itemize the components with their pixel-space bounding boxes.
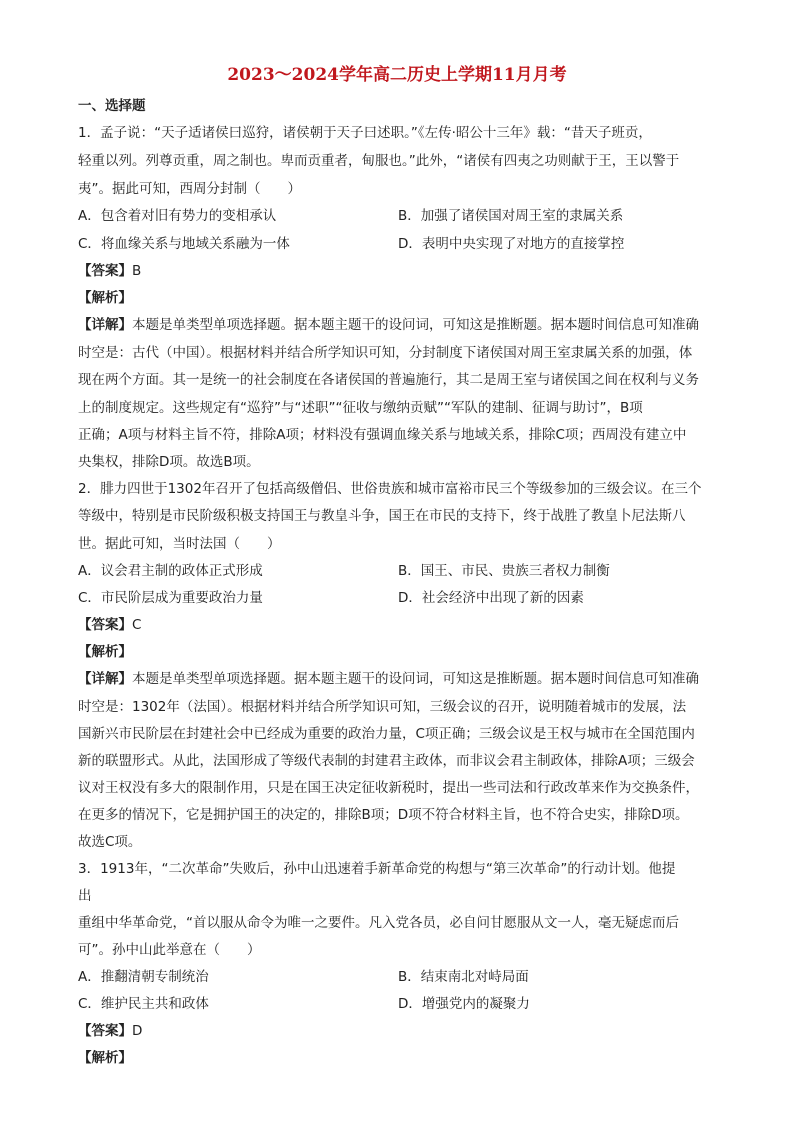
detail-label: 【详解】	[78, 317, 132, 333]
q2-detail-line-1	[78, 670, 699, 688]
q1-detail-line-2: 时空是：古代（中国）。根据材料并结合所学知识可知，分封制度下诸侯国对周王室隶属关系的加强，体	[78, 345, 693, 361]
exam-title: 2023～2024学年高二历史上学期11月月考	[227, 65, 567, 85]
q2-detail-line-4: 新的联盟形式。从此，法国形成了等级代表制的封建君主政体，而非议会君主制政体，排除A项；三级会	[78, 753, 695, 769]
q3-stem-line-4: 可”。孙中山此举意在（ ）	[78, 942, 261, 958]
q2-stem-line-2: 等级中，特别是市民阶级积极支持国王与教皇斗争，国王在市民的支持下，终于战胜了教皇卜尼法斯八	[78, 508, 686, 524]
answer-label: 【答案】	[78, 1023, 132, 1039]
q1-answer-value: B	[132, 263, 142, 279]
q1-answer	[78, 262, 141, 280]
q3-answer	[78, 1022, 142, 1040]
q1-option-d: D．表明中央实现了对地方的直接掌控	[398, 236, 625, 252]
q2-detail-text-1: 本题是单类型单项选择题。据本题主题干的设问词，可知这是推断题。据本题时间信息可知准确	[132, 671, 699, 687]
q2-stem-line-1: 2．腓力四世于1302年召开了包括高级僧侣、世俗贵族和城市富裕市民三个等级参加的三级会议。在三个	[78, 481, 702, 497]
q2-option-b: B．国王、市民、贵族三者权力制衡	[398, 563, 610, 579]
q1-detail-line-1	[78, 316, 699, 334]
q3-answer-value: D	[132, 1023, 143, 1039]
detail-label: 【详解】	[78, 671, 132, 687]
q3-option-c: C．维护民主共和政体	[78, 996, 209, 1012]
q1-detail-text-1: 本题是单类型单项选择题。据本题主题干的设问词，可知这是推断题。据本题时间信息可知准确	[132, 317, 699, 333]
section-heading: 一、选择题	[78, 98, 146, 114]
q3-stem-line-2: 出	[78, 888, 92, 904]
q2-detail-line-7: 故选C项。	[78, 834, 142, 850]
q1-detail-line-3: 现在两个方面。其一是统一的社会制度在各诸侯国的普遍施行，其二是周王室与诸侯国之间在权利与义务	[78, 372, 699, 388]
answer-label: 【答案】	[78, 617, 132, 633]
q2-detail-line-2: 时空是：1302年（法国）。根据材料并结合所学知识可知，三级会议的召开，说明随着城市的发展，法	[78, 699, 687, 715]
q3-option-d: D．增强党内的凝聚力	[398, 996, 530, 1012]
q3-option-b: B．结束南北对峙局面	[398, 969, 529, 985]
answer-label: 【答案】	[78, 263, 132, 279]
q1-option-b: B．加强了诸侯国对周王室的隶属关系	[398, 208, 624, 224]
q1-option-c: C．将血缘关系与地域关系融为一体	[78, 236, 290, 252]
q1-detail-line-4: 上的制度规定。这些规定有“巡狩”与“述职”“征收与缴纳贡赋”“军队的建制、征调与助讨”，B项	[78, 400, 643, 416]
q1-stem-line-3: 夷”。据此可知，西周分封制（ ）	[78, 181, 301, 197]
q3-stem-line-1: 3．1913年，“二次革命”失败后，孙中山迅速着手新革命党的构想与“第三次革命”的行动计划。他提	[78, 861, 676, 877]
q1-detail-line-5: 正确；A项与材料主旨不符，排除A项；材料没有强调血缘关系与地域关系，排除C项；西周没有建立中	[78, 427, 687, 443]
q2-stem-line-3: 世。据此可知，当时法国（ ）	[78, 536, 281, 552]
q2-answer	[78, 616, 141, 634]
q1-analysis-label: 【解析】	[78, 290, 132, 306]
q2-analysis-label: 【解析】	[78, 644, 132, 660]
q2-detail-line-6: 在更多的情况下，它是拥护国王的决定的，排除B项；D项不符合材料主旨，也不符合史实，排除D项。	[78, 807, 689, 823]
q2-detail-line-5: 议对王权没有多大的限制作用，只是在国王决定征收新税时，提出一些司法和行政改革来作为交换条件，	[78, 780, 699, 796]
q1-detail-line-6: 央集权，排除D项。故选B项。	[78, 454, 260, 470]
q1-stem-line-2: 轻重以列。列尊贡重，周之制也。卑而贡重者，甸服也。”此外，“诸侯有四夷之功则献于王，王以警于	[78, 153, 680, 169]
q1-option-a: A．包含着对旧有势力的变相承认	[78, 208, 277, 224]
q2-option-d: D．社会经济中出现了新的因素	[398, 590, 584, 606]
q3-option-a: A．推翻清朝专制统治	[78, 969, 209, 985]
q3-stem-line-3: 重组中华革命党，“首以服从命令为唯一之要件。凡入党各员，必自问甘愿服从文一人，毫无疑虑而后	[78, 915, 679, 931]
q2-option-a: A．议会君主制的政体正式形成	[78, 563, 263, 579]
q1-stem-line-1: 1．孟子说：“天子适诸侯曰巡狩，诸侯朝于天子曰述职。”《左传·昭公十三年》载：“昔天子班贡，	[78, 125, 652, 141]
q2-answer-value: C	[132, 617, 142, 633]
q2-detail-line-3: 国新兴市民阶层在封建社会中已经成为重要的政治力量，C项正确；三级会议是王权与城市在全国范围内	[78, 726, 695, 742]
q3-analysis-label: 【解析】	[78, 1050, 132, 1066]
q2-option-c: C．市民阶层成为重要政治力量	[78, 590, 263, 606]
